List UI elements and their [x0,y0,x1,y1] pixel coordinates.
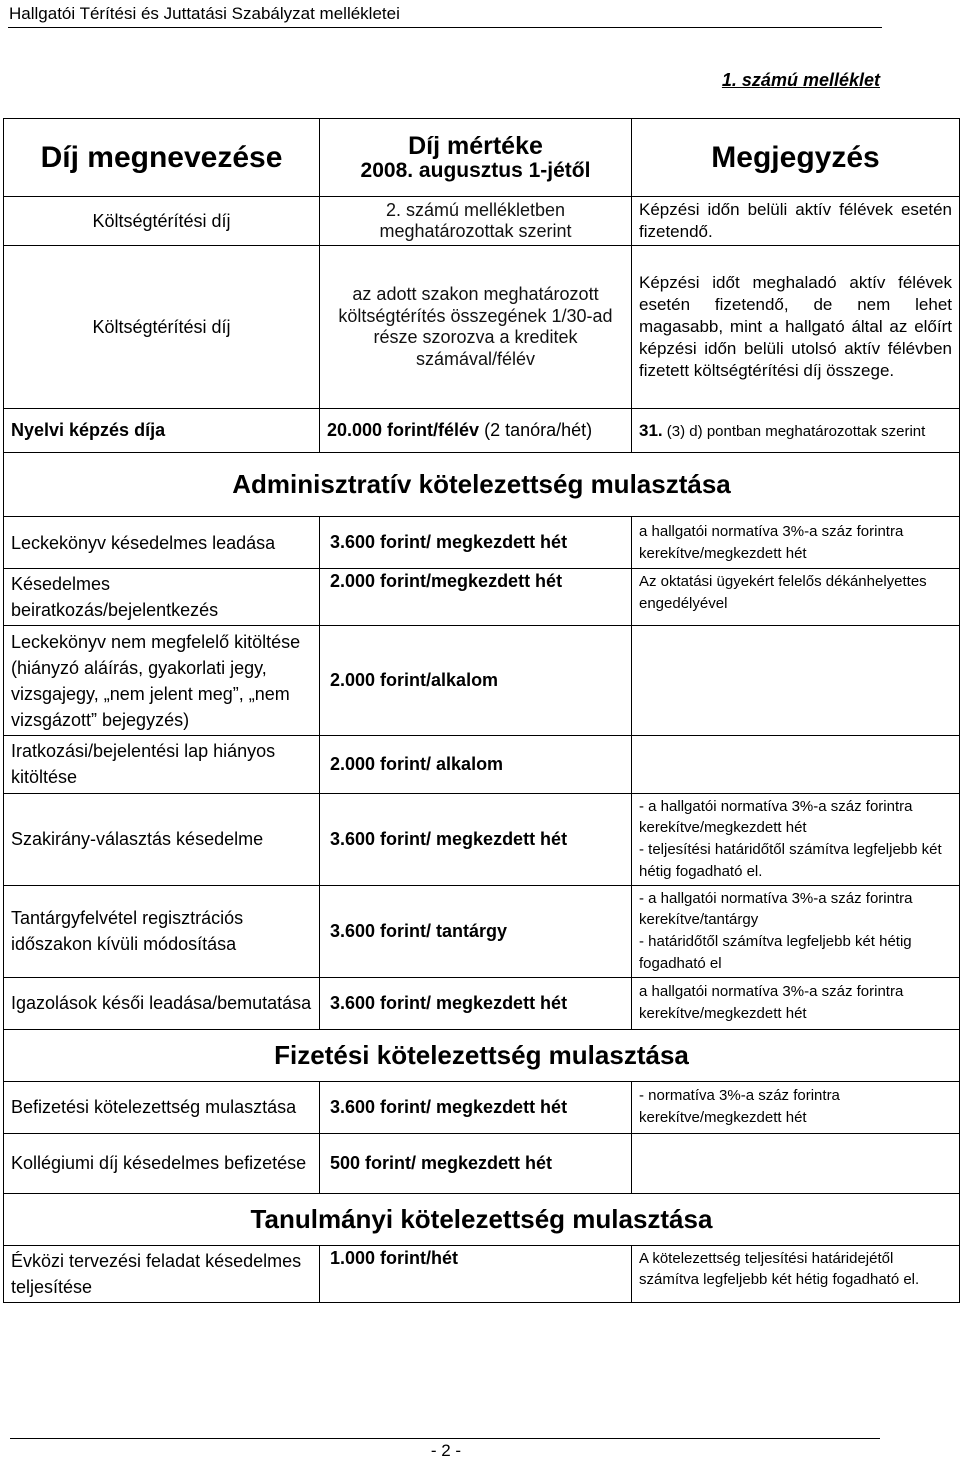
col-header-amount [320,119,632,197]
admin-row-amount: 3.600 forint/ tantárgy [320,885,632,977]
section-heading-payment: Fizetési kötelezettség mulasztása [4,1029,960,1081]
col-header-amount-date: 2008. augusztus 1-jétől [360,158,591,182]
admin-row-note [632,736,960,793]
col-header-note: Megjegyzés [632,119,960,197]
admin-row-amount: 2.000 forint/megkezdett hét [320,569,632,626]
col-header-name: Díj megnevezése [4,119,320,197]
fee-note: Képzési időt meghaladó aktív félévek esetén fizetendő, de nem lehet magasabb, mint a hallgató által az előírt képzési időn belüli utolsó aktív félévben fizetett költségtérítési díj összege. [632,246,960,409]
admin-row-note [632,626,960,736]
admin-row-note: a hallgatói normatíva 3%-a száz forintra kerekítve/megkezdett hét [632,977,960,1029]
admin-row-label: Késedelmes beiratkozás/bejelentkezés [4,569,320,626]
fee-label: Költségtérítési díj [4,197,320,246]
section-heading-admin: Adminisztratív kötelezettség mulasztása [4,453,960,517]
section-heading-study: Tanulmányi kötelezettség mulasztása [4,1193,960,1245]
admin-row-note: - a hallgatói normatíva 3%-a száz forintra kerekítve/tantárgy - határidőtől számítva legfeljebb két hétig fogadható el [632,885,960,977]
fee-table [3,118,960,1303]
header-rule [8,27,882,28]
admin-row-note: - a hallgatói normatíva 3%-a száz forintra kerekítve/megkezdett hét - teljesítési határidőtől számítva legfeljebb két hétig fogadható el. [632,793,960,885]
admin-row-amount: 3.600 forint/ megkezdett hét [320,517,632,569]
admin-row-amount: 2.000 forint/ alkalom [320,736,632,793]
admin-row-note: Az oktatási ügyekért felelős dékánhelyettes engedélyével [632,569,960,626]
annex-label: 1. számú melléklet [721,70,880,90]
fee-amount: az adott szakon meghatározott költségtérítés összegének 1/30-ad része szorozva a kreditek számával/félév [320,246,632,409]
admin-row-label: Szakirány-választás késedelme [4,793,320,885]
language-fee-note: 31. (3) d) pontban meghatározottak szerint [632,409,960,453]
fee-amount: 2. számú mellékletben meghatározottak szerint [320,197,632,246]
payment-row-label: Kollégiumi díj késedelmes befizetése [4,1133,320,1193]
admin-row-amount: 3.600 forint/ megkezdett hét [320,793,632,885]
admin-row-amount: 2.000 forint/alkalom [320,626,632,736]
document-header: Hallgatói Térítési és Juttatási Szabályzat mellékletei [9,4,400,23]
language-fee-amount: 20.000 forint/félév (2 tanóra/hét) [320,409,632,453]
admin-row-label: Iratkozási/bejelentési lap hiányos kitöltése [4,736,320,793]
col-header-amount-title: Díj mértéke [408,132,543,161]
admin-row-label: Igazolások késői leadása/bemutatása [4,977,320,1029]
admin-row-note: a hallgatói normatíva 3%-a száz forintra kerekítve/megkezdett hét [632,517,960,569]
fee-note: Képzési időn belüli aktív félévek esetén fizetendő. [632,197,960,246]
payment-row-amount: 500 forint/ megkezdett hét [320,1133,632,1193]
footer-rule [10,1438,880,1439]
page-number: - 2 - [430,1441,462,1460]
admin-row-label: Leckekönyv késedelmes leadása [4,517,320,569]
payment-row-label: Befizetési kötelezettség mulasztása [4,1081,320,1133]
admin-row-label: Tantárgyfelvétel regisztrációs időszakon kívüli módosítása [4,885,320,977]
admin-row-label: Leckekönyv nem megfelelő kitöltése (hiányzó aláírás, gyakorlati jegy, vizsgajegy, „nem jelent meg”, „nem vizsgázott” bejegyzés) [4,626,320,736]
study-row-note: A kötelezettség teljesítési határidejétől számítva legfeljebb két hétig fogadható el. [632,1245,960,1302]
payment-row-note: - normatíva 3%-a száz forintra kerekítve/megkezdett hét [632,1081,960,1133]
study-row-label: Évközi tervezési feladat késedelmes teljesítése [4,1245,320,1302]
payment-row-amount: 3.600 forint/ megkezdett hét [320,1081,632,1133]
payment-row-note [632,1133,960,1193]
admin-row-amount: 3.600 forint/ megkezdett hét [320,977,632,1029]
language-fee-label: Nyelvi képzés díja [4,409,320,453]
study-row-amount: 1.000 forint/hét [320,1245,632,1302]
fee-label: Költségtérítési díj [4,246,320,409]
